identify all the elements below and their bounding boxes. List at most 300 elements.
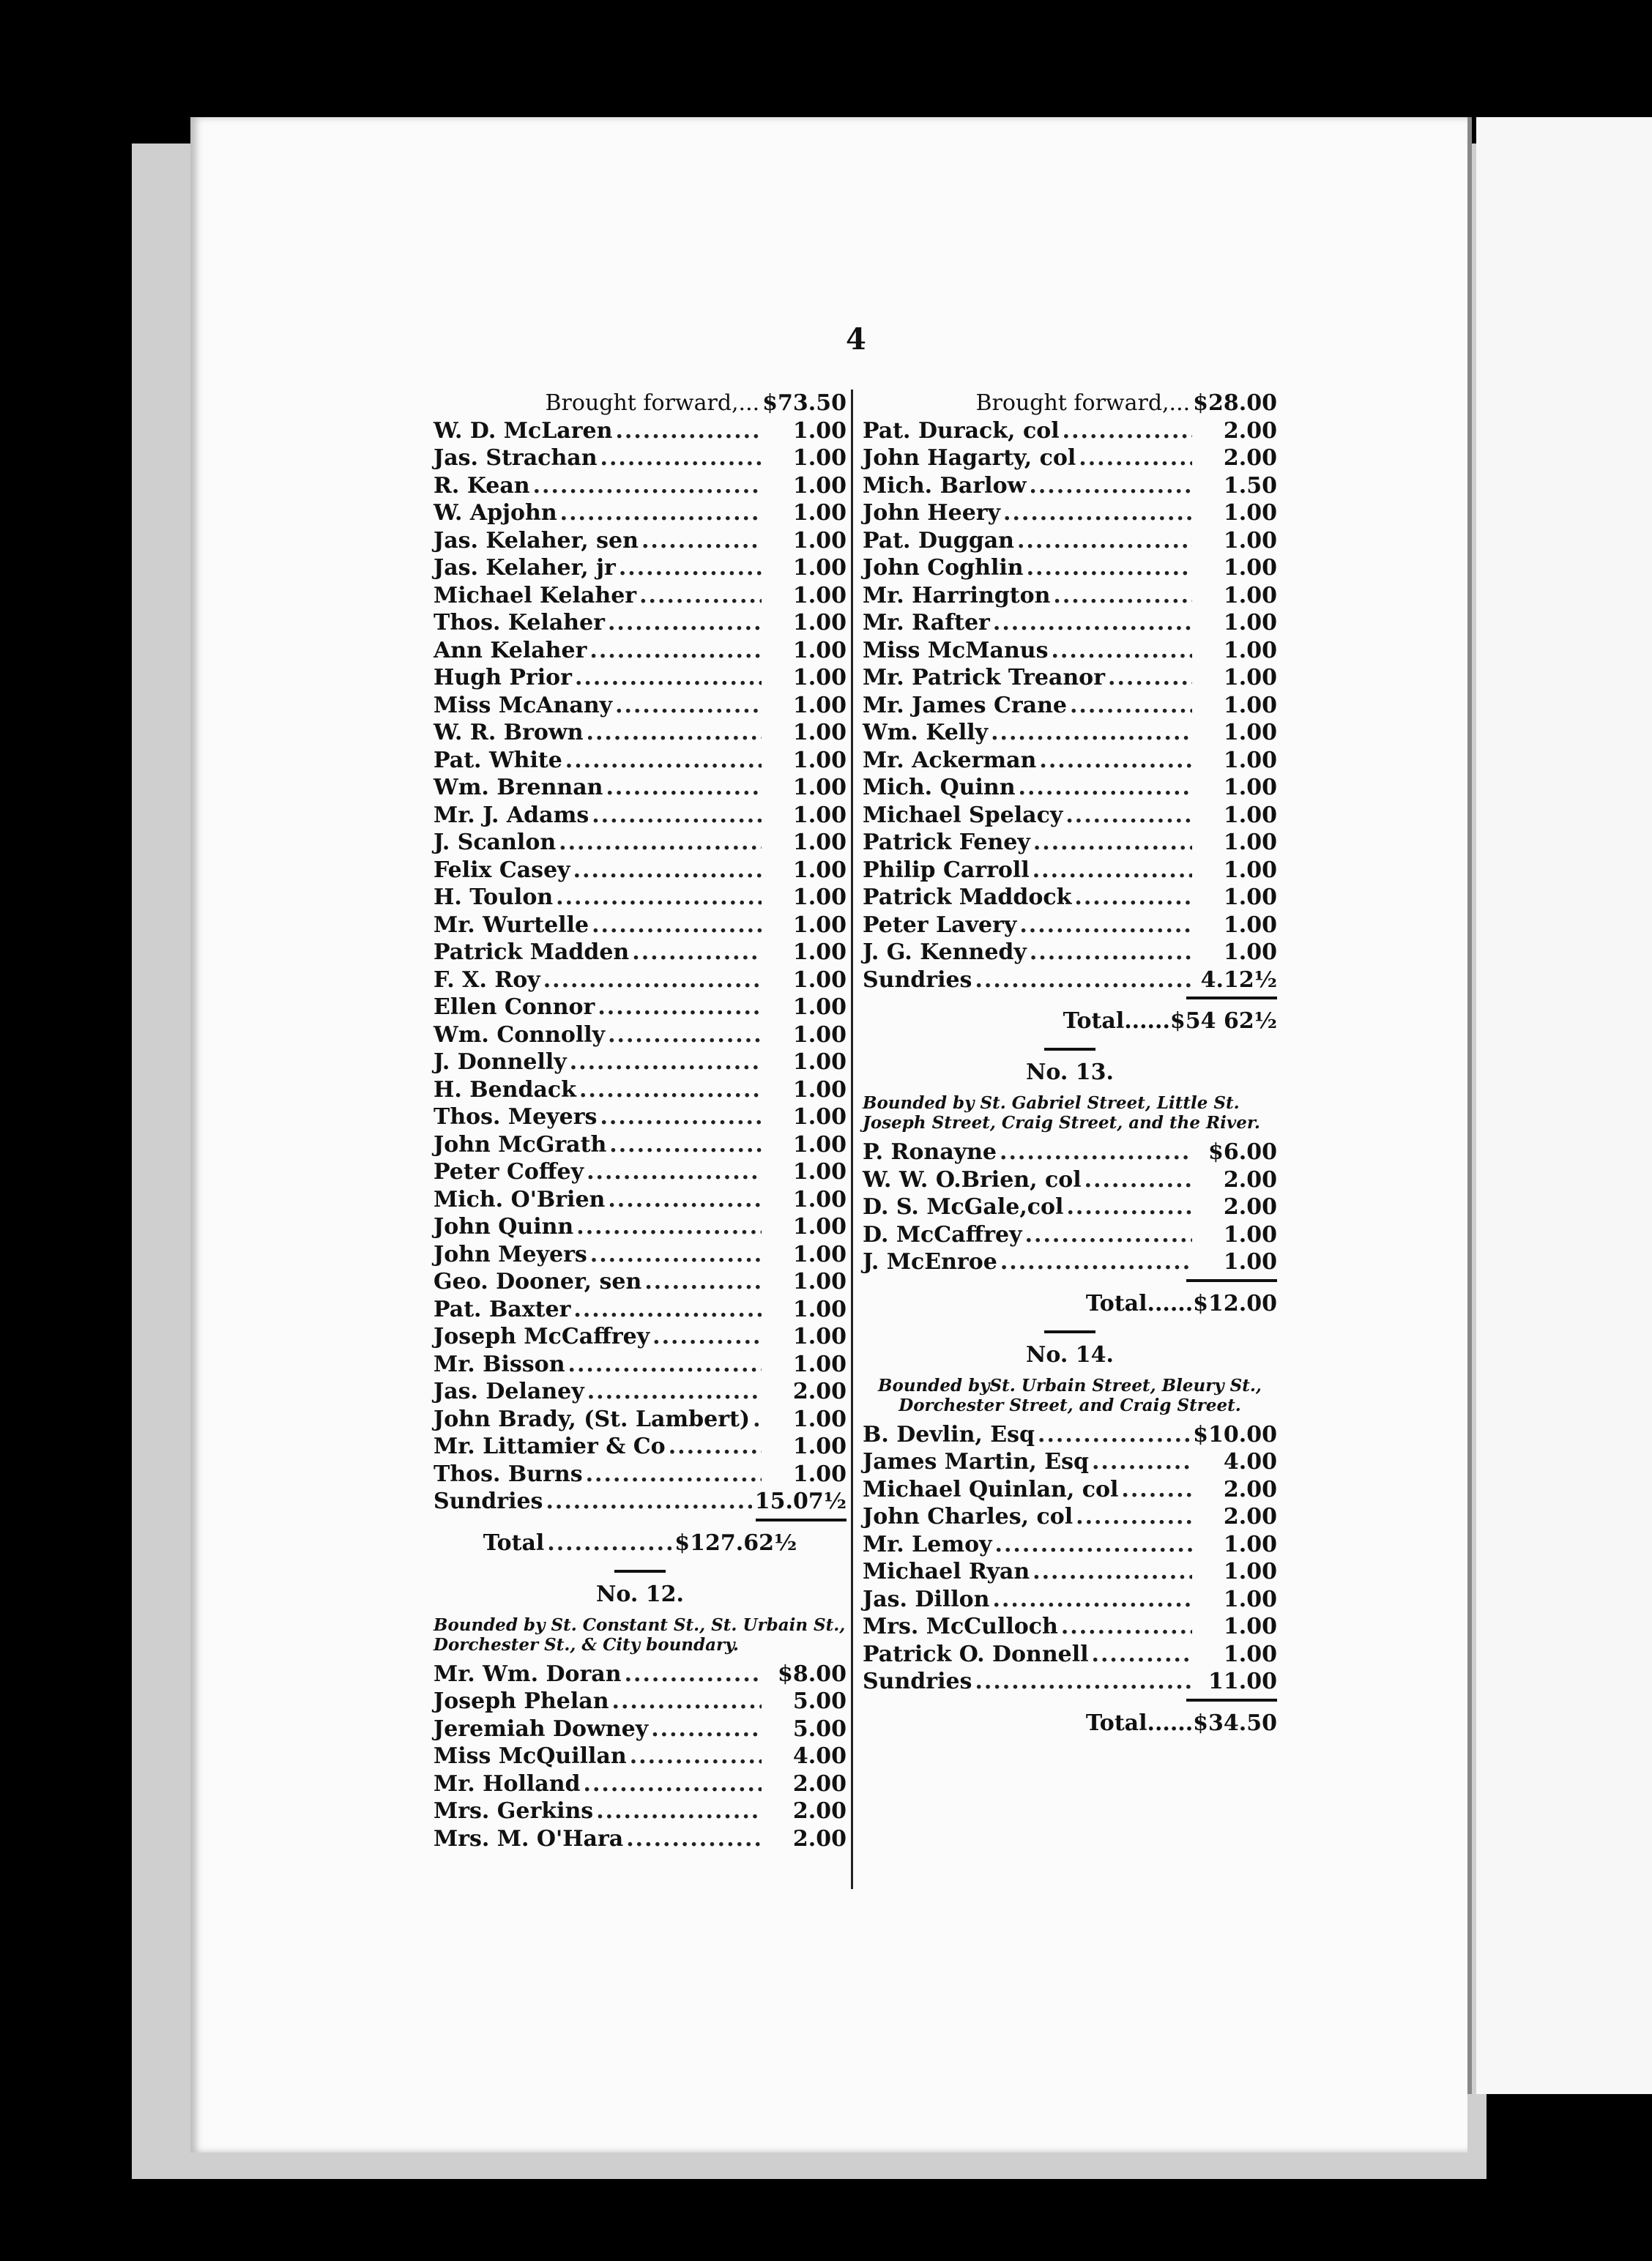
- entry-name: Mr. J. Adams: [434, 802, 589, 828]
- entry-row: [863, 884, 1277, 912]
- entry-name: Michael Kelaher: [434, 582, 637, 608]
- next-page-edge: [1476, 117, 1652, 2094]
- entry-row: [863, 939, 1277, 966]
- entry-amount: 1.00: [792, 1269, 847, 1295]
- entry-name: Jas. Dillon: [863, 1586, 990, 1612]
- dot-leader: [592, 802, 762, 830]
- entry-name: Felix Casey: [434, 857, 570, 883]
- total-amount: $34.50: [1193, 1710, 1277, 1736]
- entry-name: Michael Ryan: [863, 1559, 1030, 1584]
- entry-name: John Charles, col: [863, 1504, 1074, 1530]
- entry-row: [434, 1241, 847, 1269]
- right-column: [863, 390, 1277, 1746]
- entry-name: W. Apjohn: [434, 500, 557, 526]
- entry-row: [434, 774, 847, 802]
- dot-leader: [533, 472, 762, 500]
- section-title-no14: No. 14.: [1026, 1341, 1114, 1368]
- dot-leader: [632, 939, 762, 966]
- dot-leader: [612, 1688, 762, 1716]
- entry-amount: 1.00: [792, 555, 847, 581]
- entry-row: [434, 1323, 847, 1351]
- entry-row: [434, 912, 847, 939]
- entry-name: J. Donnelly: [434, 1049, 567, 1075]
- entry-amount: 1.00: [1223, 637, 1277, 663]
- entry-name: J. McEnroe: [863, 1249, 997, 1275]
- section-rule: [1044, 1330, 1095, 1333]
- entry-amount: 2.00: [792, 1770, 847, 1797]
- entry-row: [863, 747, 1277, 775]
- entry-row: [434, 802, 847, 830]
- dot-leader: [589, 637, 762, 665]
- entry-amount: 5.00: [792, 1688, 847, 1714]
- dot-leader: [608, 609, 762, 637]
- entry-amount: $8.00: [778, 1661, 847, 1687]
- entry-row: [434, 719, 847, 747]
- entry-name: Joseph Phelan: [434, 1688, 609, 1714]
- entry-amount: 1.00: [792, 1021, 847, 1048]
- total-amount: $54 62½: [1169, 1008, 1277, 1034]
- entry-name: Patrick Madden: [434, 939, 630, 965]
- entry-name: James Martin, Esq: [863, 1449, 1089, 1475]
- entry-row: [863, 554, 1277, 582]
- entry-row: [434, 692, 847, 720]
- no12-entries-list: [434, 1661, 847, 1853]
- section-rule: [614, 1570, 666, 1573]
- entry-row: [863, 1166, 1277, 1194]
- total-label: Total......: [1063, 1008, 1170, 1034]
- entry-name: H. Bendack: [434, 1076, 576, 1103]
- dot-leader: [1039, 747, 1192, 775]
- entry-name: Miss McQuillan: [434, 1743, 627, 1769]
- entry-row: [434, 1296, 847, 1324]
- entry-name: Sundries: [863, 1669, 972, 1694]
- entry-row: [434, 1103, 847, 1131]
- entry-row: [434, 1743, 847, 1770]
- dot-leader: [570, 1048, 762, 1076]
- entry-row: [434, 444, 847, 472]
- brought-forward-amount: $28.00: [1193, 390, 1277, 416]
- entry-amount: 1.00: [1223, 747, 1277, 773]
- entry-amount: 1.00: [792, 830, 847, 855]
- entry-name: Mich. Quinn: [863, 775, 1016, 800]
- entry-row: [434, 1158, 847, 1186]
- entry-amount: 1.00: [1223, 1586, 1277, 1612]
- entry-amount: 1.00: [1223, 720, 1277, 745]
- dot-leader: [1025, 1221, 1192, 1249]
- entry-name: Mr. Ackerman: [863, 747, 1037, 773]
- entry-amount: 1.00: [792, 747, 847, 773]
- entry-name: W. R. Brown: [434, 720, 584, 745]
- entry-amount: 1.00: [1223, 1249, 1277, 1275]
- entry-amount: 1.00: [1223, 939, 1277, 965]
- left-column: [434, 390, 847, 1852]
- brought-forward-label: Brought forward,...: [545, 390, 760, 416]
- entry-amount: 1.00: [792, 802, 847, 828]
- entry-name: Mich. O'Brien: [434, 1186, 606, 1213]
- entry-row: [863, 499, 1277, 527]
- dot-leader: [556, 884, 762, 912]
- entry-row: [434, 1770, 847, 1798]
- entry-name: John Brady, (St. Lambert): [434, 1406, 751, 1432]
- entry-amount: 1.00: [792, 1076, 847, 1103]
- dot-leader: [625, 1661, 762, 1688]
- entry-amount: 1.00: [1223, 582, 1277, 608]
- entry-amount: 1.00: [1223, 802, 1277, 828]
- entry-amount: 1.00: [792, 472, 847, 499]
- entry-amount: 1.00: [1223, 527, 1277, 554]
- dot-leader: [1033, 829, 1192, 857]
- dot-leader: [587, 1378, 762, 1406]
- entry-row: [434, 472, 847, 500]
- dot-leader: [1030, 939, 1192, 966]
- section-title-no12: No. 12.: [596, 1581, 684, 1607]
- brought-forward-row: [863, 390, 1277, 417]
- entry-amount: 1.00: [1223, 1559, 1277, 1584]
- entry-amount: 1.00: [1223, 1614, 1277, 1639]
- entry-row: [434, 1825, 847, 1853]
- entry-amount: 1.00: [1223, 884, 1277, 910]
- dot-leader: [579, 1076, 762, 1104]
- total-label: Total......: [1085, 1710, 1194, 1736]
- entry-row: [434, 1021, 847, 1049]
- entry-row: [434, 747, 847, 775]
- entry-name: Mr. Holland: [434, 1770, 581, 1797]
- entry-amount: 1.00: [792, 610, 847, 636]
- entry-row: [863, 637, 1277, 665]
- entry-amount: 1.00: [792, 1214, 847, 1240]
- entry-name: Mr. Patrick Treanor: [863, 665, 1105, 690]
- entry-name: Mich. Barlow: [863, 472, 1027, 499]
- right-entries-list: [863, 417, 1277, 994]
- dot-leader: [1074, 884, 1192, 912]
- dot-leader: [608, 1186, 762, 1214]
- entry-amount: 2.00: [792, 1379, 847, 1404]
- dot-leader: [1063, 417, 1192, 445]
- entry-name: Jas. Kelaher, sen: [434, 527, 639, 554]
- no14-entries-list: [863, 1421, 1277, 1696]
- entry-name: Joseph McCaffrey: [434, 1324, 650, 1349]
- entry-name: Philip Carroll: [863, 857, 1030, 883]
- entry-amount: $6.00: [1208, 1139, 1277, 1165]
- entry-row: [434, 1131, 847, 1159]
- entry-row: [863, 444, 1277, 472]
- entry-row: [863, 1558, 1277, 1586]
- entry-name: J. Scanlon: [434, 830, 557, 855]
- entry-amount: 1.00: [792, 720, 847, 745]
- entry-row: [434, 966, 847, 994]
- entry-amount: 2.00: [1223, 1194, 1277, 1220]
- entry-name: Thos. Burns: [434, 1461, 583, 1487]
- dot-leader: [1076, 1503, 1192, 1531]
- entry-row: [863, 527, 1277, 555]
- dot-leader: [546, 1488, 751, 1516]
- entry-row: [863, 609, 1277, 637]
- entry-row: [863, 692, 1277, 720]
- entry-amount: 1.00: [792, 1324, 847, 1349]
- entry-name: Peter Lavery: [863, 912, 1017, 938]
- entry-amount: 2.00: [1223, 1504, 1277, 1530]
- entry-amount: 4.12½: [1200, 966, 1277, 993]
- entry-row: [863, 1668, 1277, 1696]
- entry-name: Mrs. M. O'Hara: [434, 1825, 624, 1852]
- dot-leader: [575, 664, 762, 692]
- dot-leader: [592, 912, 762, 939]
- entry-name: Mr. Harrington: [863, 582, 1051, 608]
- entry-amount: 1.00: [792, 445, 847, 471]
- entry-row: [863, 829, 1277, 857]
- entry-name: Michael Spelacy: [863, 802, 1063, 828]
- entry-name: Mrs. Gerkins: [434, 1798, 594, 1824]
- entry-row: [863, 857, 1277, 884]
- dot-leader: [669, 1433, 762, 1461]
- entry-name: Patrick Maddock: [863, 884, 1072, 910]
- total-amount: $127.62½: [674, 1530, 797, 1556]
- page-binding-edge: [1467, 117, 1472, 2094]
- dot-leader: [606, 774, 762, 802]
- dot-leader: [1066, 1193, 1192, 1221]
- entry-amount: 1.00: [1223, 830, 1277, 855]
- total-row: [863, 999, 1277, 1043]
- entry-row: [434, 582, 847, 610]
- entry-amount: 2.00: [1223, 1166, 1277, 1193]
- entry-amount: 2.00: [792, 1825, 847, 1852]
- entry-amount: 1.00: [1223, 1221, 1277, 1248]
- entry-name: John Coghlin: [863, 555, 1024, 581]
- entry-amount: 1.00: [792, 665, 847, 690]
- dot-leader: [576, 1213, 762, 1241]
- entry-row: [863, 1503, 1277, 1531]
- entry-name: Geo. Dooner, sen: [434, 1269, 642, 1295]
- entry-name: Jeremiah Downey: [434, 1716, 649, 1742]
- entry-amount: 1.00: [1223, 610, 1277, 636]
- entry-row: [863, 472, 1277, 500]
- dot-leader: [587, 1158, 762, 1186]
- dot-leader: [559, 829, 762, 857]
- entry-amount: 1.00: [792, 1186, 847, 1213]
- entry-name: Mr. Wurtelle: [434, 912, 589, 938]
- dot-leader: [1053, 582, 1192, 610]
- entry-row: [863, 1613, 1277, 1641]
- entry-row: [434, 637, 847, 665]
- entry-amount: 1.00: [1223, 857, 1277, 883]
- entry-row: [863, 802, 1277, 830]
- dot-leader: [993, 609, 1192, 637]
- entry-amount: 1.00: [792, 939, 847, 965]
- dot-leader: [1092, 1448, 1192, 1476]
- entry-name: John Quinn: [434, 1214, 574, 1240]
- entry-name: Patrick Feney: [863, 830, 1030, 855]
- entry-row: [434, 1186, 847, 1214]
- dot-leader: [568, 1351, 762, 1379]
- entry-amount: 1.00: [792, 1461, 847, 1487]
- entry-row: [434, 527, 847, 555]
- entry-row: [434, 1688, 847, 1716]
- entry-name: Pat. White: [434, 747, 562, 773]
- total-row: [863, 1702, 1277, 1746]
- entry-row: [434, 1433, 847, 1461]
- entry-row: [434, 1351, 847, 1379]
- dot-leader: [753, 1406, 762, 1434]
- dot-leader: [598, 994, 762, 1021]
- dot-leader: [1032, 1558, 1192, 1586]
- entry-amount: 4.00: [1223, 1449, 1277, 1475]
- entry-amount: 2.00: [1223, 1476, 1277, 1502]
- entry-amount: 15.07½: [754, 1489, 847, 1514]
- entry-amount: 1.00: [1223, 555, 1277, 581]
- entry-name: Jas. Delaney: [434, 1379, 584, 1404]
- dot-leader: [651, 1716, 762, 1743]
- entry-name: Ann Kelaher: [434, 637, 587, 663]
- entry-name: John Heery: [863, 500, 1001, 526]
- entry-row: [863, 1641, 1277, 1669]
- dot-leader: [584, 1770, 762, 1798]
- dot-leader: [1019, 774, 1192, 802]
- dot-leader: [615, 692, 762, 720]
- entry-name: F. X. Roy: [434, 966, 540, 993]
- entry-name: B. Devlin, Esq: [863, 1421, 1035, 1448]
- dot-leader: [991, 719, 1192, 747]
- entry-row: [434, 1488, 847, 1516]
- dot-leader: [586, 1461, 762, 1489]
- entry-row: [863, 1221, 1277, 1249]
- entry-row: [863, 1139, 1277, 1166]
- entry-amount: 1.00: [1223, 1531, 1277, 1557]
- no13-entries-list: [863, 1139, 1277, 1276]
- entry-row: [434, 1048, 847, 1076]
- dot-leader: [1065, 802, 1192, 830]
- total-label: Total: [483, 1530, 545, 1556]
- entry-name: H. Toulon: [434, 884, 554, 910]
- brought-forward-amount: $73.50: [762, 390, 847, 416]
- entry-row: [434, 1378, 847, 1406]
- dot-leader: [1019, 912, 1192, 939]
- entry-name: Wm. Brennan: [434, 775, 603, 800]
- column-divider: [851, 390, 853, 1889]
- entry-row: [863, 417, 1277, 445]
- dot-leader: [1092, 1641, 1192, 1669]
- dot-leader: [641, 527, 762, 555]
- entry-amount: 4.00: [792, 1743, 847, 1769]
- section-bounds-no13: Bounded by St. Gabriel Street, Little St. Joseph Street, Craig Street, and the River.: [863, 1093, 1260, 1133]
- entry-name: Pat. Durack, col: [863, 417, 1060, 444]
- dot-leader: [992, 1586, 1192, 1614]
- entry-amount: 1.00: [792, 1131, 847, 1158]
- entry-amount: 1.00: [792, 1104, 847, 1130]
- entry-amount: 1.50: [1223, 472, 1277, 499]
- entry-name: Wm. Connolly: [434, 1021, 606, 1048]
- entry-name: John Hagarty, col: [863, 445, 1076, 471]
- entry-name: Sundries: [863, 966, 972, 993]
- entry-name: Mr. Rafter: [863, 610, 990, 636]
- entry-row: [863, 582, 1277, 610]
- entry-amount: 1.00: [792, 1296, 847, 1322]
- left-entries-list: [434, 417, 847, 1516]
- entry-row: [863, 1193, 1277, 1221]
- entry-amount: 1.00: [792, 994, 847, 1020]
- dot-leader: [600, 444, 762, 472]
- entry-name: D. McCaffrey: [863, 1221, 1022, 1248]
- entry-row: [434, 884, 847, 912]
- entry-name: J. G. Kennedy: [863, 939, 1027, 965]
- entry-amount: 1.00: [1223, 665, 1277, 690]
- entry-amount: 1.00: [792, 637, 847, 663]
- dot-leader: [560, 499, 762, 527]
- entry-row: [434, 1268, 847, 1296]
- entry-amount: 1.00: [792, 1406, 847, 1432]
- entry-amount: 1.00: [792, 1351, 847, 1377]
- dot-leader: [644, 1268, 762, 1296]
- entry-amount: 1.00: [792, 417, 847, 444]
- entry-row: [434, 829, 847, 857]
- entry-name: W. D. McLaren: [434, 417, 613, 444]
- entry-row: [434, 1406, 847, 1434]
- entry-amount: 1.00: [792, 692, 847, 718]
- entry-name: Sundries: [434, 1489, 543, 1514]
- entry-row: [863, 1248, 1277, 1276]
- entry-name: W. W. O.Brien, col: [863, 1166, 1082, 1193]
- entry-name: Hugh Prior: [434, 665, 572, 690]
- dot-leader: [608, 1021, 762, 1049]
- dot-leader: [1000, 1139, 1192, 1166]
- entry-amount: 2.00: [1223, 417, 1277, 444]
- entry-name: Michael Quinlan, col: [863, 1476, 1119, 1502]
- entry-name: Mrs. McCulloch: [863, 1614, 1058, 1639]
- entry-amount: 1.00: [792, 1159, 847, 1185]
- entry-name: Mr. Lemoy: [863, 1531, 992, 1557]
- dot-leader: [995, 1531, 1192, 1559]
- entry-name: Wm. Kelly: [863, 720, 989, 745]
- dot-leader: [1061, 1613, 1192, 1641]
- entry-row: [434, 1798, 847, 1825]
- dot-leader: [1051, 637, 1192, 665]
- dot-leader: [1121, 1476, 1192, 1504]
- entry-name: Mr. Bisson: [434, 1351, 565, 1377]
- dot-leader: [1017, 527, 1192, 555]
- entry-row: [863, 774, 1277, 802]
- entry-row: [863, 1421, 1277, 1449]
- entry-amount: 2.00: [1223, 445, 1277, 471]
- entry-amount: 1.00: [792, 912, 847, 938]
- dot-leader: [565, 747, 762, 775]
- entry-name: Mr. Wm. Doran: [434, 1661, 622, 1687]
- dot-leader: [630, 1743, 762, 1770]
- total-row: [434, 1521, 847, 1565]
- entry-name: Jas. Strachan: [434, 445, 598, 471]
- entry-amount: 1.00: [792, 500, 847, 526]
- entry-row: [434, 1076, 847, 1104]
- entry-row: [434, 554, 847, 582]
- total-leader: [547, 1521, 671, 1565]
- entry-name: Miss McAnany: [434, 692, 613, 718]
- entry-row: [863, 719, 1277, 747]
- entry-amount: 1.00: [792, 1049, 847, 1075]
- entry-row: [434, 994, 847, 1021]
- entry-row: [434, 1716, 847, 1743]
- entry-amount: 1.00: [792, 857, 847, 883]
- dot-leader: [1070, 692, 1192, 720]
- entry-name: D. S. McGale,col: [863, 1194, 1064, 1220]
- entry-name: Pat. Duggan: [863, 527, 1014, 554]
- dot-leader: [596, 1798, 762, 1825]
- dot-leader: [626, 1825, 762, 1853]
- brought-forward-row: [434, 390, 847, 417]
- section-bounds-no12: Bounded by St. Constant St., St. Urbain St., Dorchester St., & City boundary.: [434, 1614, 846, 1655]
- entry-amount: 1.00: [792, 884, 847, 910]
- section-bounds-no14: Bounded bySt. Urbain Street, Bleury St., Dorchester Street, and Craig Street.: [878, 1375, 1262, 1415]
- entry-name: Mr. Littamier & Co: [434, 1434, 666, 1459]
- entry-amount: 1.00: [792, 527, 847, 554]
- total-row: [863, 1282, 1277, 1326]
